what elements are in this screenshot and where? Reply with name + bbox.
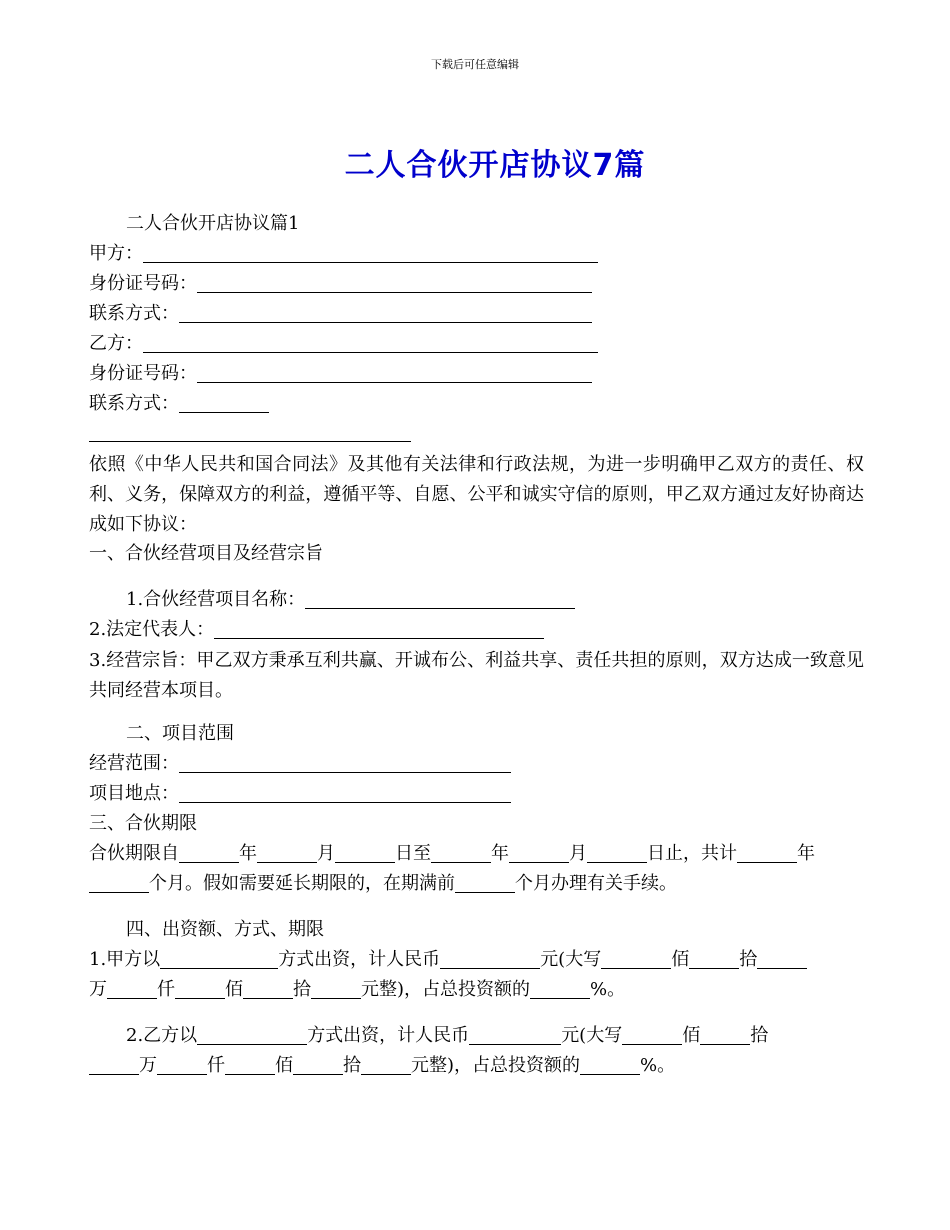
blank xyxy=(509,844,569,863)
party-b-field xyxy=(89,332,598,356)
article2-heading: 二、项目范围 xyxy=(126,723,234,744)
blank xyxy=(175,980,225,999)
legal-rep-label: 2.法定代表人： xyxy=(89,619,215,640)
scope-label: 经营范围： xyxy=(89,753,179,774)
blank xyxy=(89,874,149,893)
project-name-field xyxy=(126,588,575,612)
party-a-investment-line-1 xyxy=(89,948,807,972)
blank xyxy=(160,950,278,969)
blank xyxy=(587,844,647,863)
investment-text: %。 xyxy=(590,979,626,1000)
party-a-investment-line-2 xyxy=(89,978,625,1002)
party-a-label: 甲方： xyxy=(89,243,143,264)
blank xyxy=(197,1026,307,1045)
investment-text: 仟 xyxy=(207,1055,225,1076)
id-b-label: 身份证号码： xyxy=(89,363,197,384)
investment-text: 方式出资，计人民币 xyxy=(278,949,441,970)
blank xyxy=(179,844,239,863)
term-line-2 xyxy=(89,872,677,896)
document-title: 二人合伙开店协议7篇 xyxy=(344,148,646,183)
investment-text: 万 xyxy=(89,979,107,1000)
blank xyxy=(689,950,739,969)
investment-text: 拾 xyxy=(739,949,758,970)
contact-b-blank xyxy=(179,394,269,413)
investment-text: 元整)，占总投资额的 xyxy=(411,1055,581,1076)
blank xyxy=(293,1056,343,1075)
contact-b-field xyxy=(89,392,269,416)
investment-text: 拾 xyxy=(293,979,311,1000)
location-field xyxy=(89,782,511,806)
location-label: 项目地点： xyxy=(89,783,179,804)
investment-text: 2.乙方以 xyxy=(126,1025,198,1046)
investment-text: %。 xyxy=(640,1055,676,1076)
blank xyxy=(431,844,491,863)
article1-heading: 一、合伙经营项目及经营宗旨 xyxy=(89,543,323,564)
term-text: 年 xyxy=(239,843,257,864)
id-a-field xyxy=(89,272,592,296)
term-text: 月 xyxy=(317,843,335,864)
legal-rep-field xyxy=(89,618,544,642)
investment-text: 1.甲方以 xyxy=(89,949,161,970)
party-b-blank xyxy=(143,334,598,353)
blank xyxy=(225,1056,275,1075)
investment-text: 万 xyxy=(139,1055,157,1076)
business-purpose: 3.经营宗旨：甲乙双方秉承互利共赢、开诚布公、利益共享、责任共担的原则，双方达成一致意见共同经营本项目。 xyxy=(89,650,864,701)
article3-heading: 三、合伙期限 xyxy=(89,813,197,834)
section1-heading: 二人合伙开店协议篇1 xyxy=(126,213,300,234)
blank xyxy=(601,950,671,969)
blank xyxy=(335,844,395,863)
blank xyxy=(622,1026,682,1045)
investment-text: 佰 xyxy=(671,949,690,970)
header-note: 下载后可任意编辑 xyxy=(431,58,519,71)
blank xyxy=(757,950,807,969)
party-a-field xyxy=(89,242,598,266)
blank xyxy=(311,980,361,999)
contact-a-field xyxy=(89,302,592,326)
blank xyxy=(580,1056,640,1075)
blank xyxy=(530,980,590,999)
investment-text: 元(大写 xyxy=(540,949,602,970)
term-text: 年 xyxy=(491,843,509,864)
party-a-blank xyxy=(143,244,598,263)
blank xyxy=(107,980,157,999)
term-text: 个月办理有关手续。 xyxy=(515,873,677,894)
scope-blank xyxy=(179,754,511,773)
location-blank xyxy=(179,784,511,803)
id-b-blank xyxy=(197,364,592,383)
signature-rule xyxy=(89,441,411,442)
term-text: 日至 xyxy=(395,843,431,864)
blank xyxy=(737,844,797,863)
project-name-label: 1.合伙经营项目名称： xyxy=(126,589,306,610)
contact-a-label: 联系方式： xyxy=(89,303,179,324)
project-name-blank xyxy=(305,590,575,609)
contact-b-label: 联系方式： xyxy=(89,393,179,414)
investment-text: 方式出资，计人民币 xyxy=(307,1025,470,1046)
investment-text: 佰 xyxy=(275,1055,293,1076)
scope-field xyxy=(89,752,511,776)
blank xyxy=(361,1056,411,1075)
investment-text: 拾 xyxy=(343,1055,361,1076)
investment-text: 佰 xyxy=(225,979,243,1000)
blank xyxy=(700,1026,750,1045)
blank xyxy=(455,874,515,893)
blank xyxy=(469,1026,561,1045)
term-text: 个月。假如需要延长期限的，在期满前 xyxy=(149,873,455,894)
id-a-blank xyxy=(197,274,592,293)
term-text: 月 xyxy=(569,843,587,864)
investment-text: 仟 xyxy=(157,979,175,1000)
contact-a-blank xyxy=(179,304,592,323)
party-b-label: 乙方： xyxy=(89,333,143,354)
article4-heading: 四、出资额、方式、期限 xyxy=(126,919,324,940)
party-b-investment-line-1 xyxy=(126,1024,768,1048)
party-b-investment-line-2 xyxy=(89,1054,675,1078)
id-a-label: 身份证号码： xyxy=(89,273,197,294)
blank xyxy=(89,1056,139,1075)
legal-rep-blank xyxy=(214,620,544,639)
blank xyxy=(257,844,317,863)
blank xyxy=(440,950,540,969)
term-line-1 xyxy=(89,842,815,866)
term-text: 日止，共计 xyxy=(647,843,737,864)
intro-paragraph: 依照《中华人民共和国合同法》及其他有关法律和行政法规，为进一步明确甲乙双方的责任、权利、义务，保障双方的利益，遵循平等、自愿、公平和诚实守信的原则，甲乙双方通过友好协商达成如下协议： xyxy=(89,454,864,535)
investment-text: 元(大写 xyxy=(561,1025,623,1046)
blank xyxy=(157,1056,207,1075)
blank xyxy=(243,980,293,999)
investment-text: 元整)，占总投资额的 xyxy=(361,979,531,1000)
investment-text: 拾 xyxy=(750,1025,769,1046)
term-text: 年 xyxy=(797,843,815,864)
term-text: 合伙期限自 xyxy=(89,843,179,864)
id-b-field xyxy=(89,362,592,386)
investment-text: 佰 xyxy=(682,1025,701,1046)
